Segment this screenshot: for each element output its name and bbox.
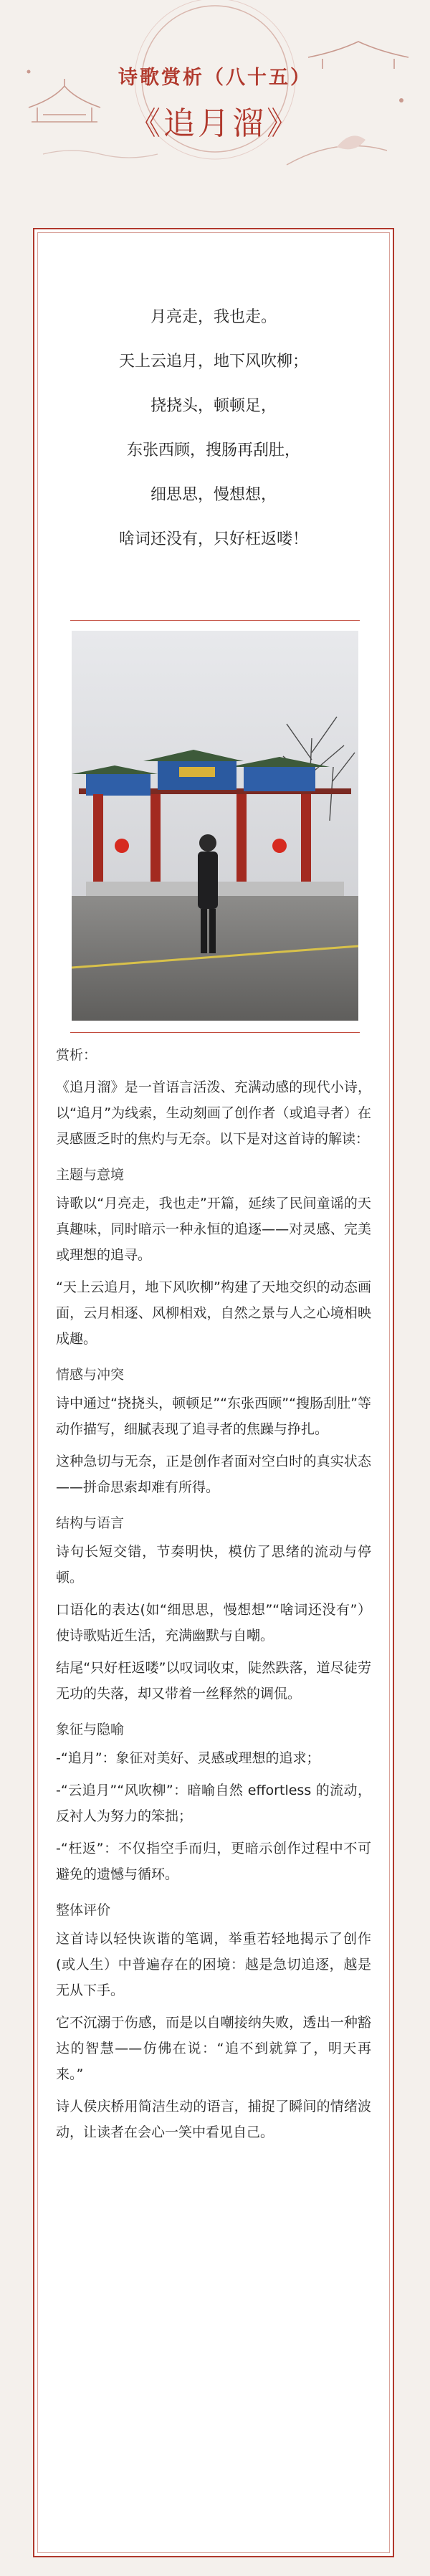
section-paragraph: “天上云追月，地下风吹柳”构建了天地交织的动态画面，云月相逐、风柳相戏，自然之景与人之心境相映成趣。	[56, 1279, 371, 1347]
section-paragraph: 诗人侯庆桥用简洁生动的语言，捕捉了瞬间的情绪波动，让读者在会心一笑中看见自己。	[56, 2099, 371, 2140]
section-paragraph: -“追月”：象征对美好、灵感或理想的追求；	[56, 1750, 320, 1766]
divider	[70, 1032, 360, 1033]
poem-line: 月亮走，我也走。	[150, 308, 277, 326]
series-subtitle: 诗歌赏析（八十五）	[118, 67, 312, 89]
section-paragraph: 这种急切与无奈，正是创作者面对空白时的真实状态——拼命思索却难有所得。	[56, 1454, 371, 1495]
poem-line: 啥词还没有，只好枉返喽！	[118, 530, 308, 548]
section-heading: 象征与隐喻	[56, 1722, 125, 1737]
section-heading: 整体评价	[56, 1902, 111, 1918]
poem-line: 细思思，慢想想，	[150, 486, 277, 504]
archway-photo-image	[72, 631, 358, 1021]
section-paragraph: -“云追月”“风吹柳”：暗喻自然 effortless 的流动，反衬人为努力的笨拙；	[56, 1783, 371, 1824]
poem-line: 东张西顾，搜肠再刮肚，	[126, 442, 300, 459]
poem-title: 《追月溜》	[129, 105, 301, 142]
section-paragraph: 诗歌以“月亮走，我也走”开篇，延续了民间童谣的天真趣味，同时暗示一种永恒的追逐——对灵感、完美或理想的追寻。	[56, 1196, 371, 1263]
section-paragraph: -“枉返”：不仅指空手而归，更暗示创作过程中不可避免的遗憾与循环。	[56, 1841, 371, 1882]
analysis-label: 赏析：	[56, 1047, 97, 1063]
content-card	[33, 228, 394, 2557]
poem-line: 天上云追月，地下风吹柳；	[118, 353, 308, 371]
section-heading: 主题与意境	[56, 1167, 125, 1183]
divider	[70, 620, 360, 621]
section-heading: 结构与语言	[56, 1515, 125, 1531]
header	[0, 0, 430, 215]
section-paragraph: 结尾“只好枉返喽”以叹词收束，陡然跌落，道尽徒劳无功的失落，却又带着一丝释然的调侃。	[56, 1660, 371, 1702]
section-paragraph: 口语化的表达(如“细思思，慢想想”“啥词还没有”）使诗歌贴近生活，充满幽默与自嘲。	[56, 1602, 371, 1644]
analysis-intro: 《追月溜》是一首语言活泼、充满动感的现代小诗，以“追月”为线索，生动刻画了创作者（或追寻者）在灵感匮乏时的焦灼与无奈。以下是对这首诗的解读：	[56, 1079, 371, 1147]
section-paragraph: 诗中通过“挠挠头，顿顿足”“东张西顾”“搜肠刮肚”等动作描写，细腻表现了追寻者的焦躁与挣扎。	[56, 1396, 371, 1437]
section-paragraph: 这首诗以轻快诙谐的笔调，举重若轻地揭示了创作(或人生）中普遍存在的困境：越是急切追逐，越是无从下手。	[56, 1931, 371, 1998]
poem-line: 挠挠头，顿顿足，	[150, 397, 277, 415]
section-paragraph: 它不沉溺于伤感，而是以自嘲接纳失败，透出一种豁达的智慧——仿佛在说：“追不到就算了，明天再来。”	[56, 2015, 371, 2082]
section-heading: 情感与冲突	[56, 1367, 125, 1383]
poem-block	[34, 295, 393, 562]
section-paragraph: 诗句长短交错，节奏明快，模仿了思绪的流动与停顿。	[56, 1544, 371, 1585]
analysis-section	[56, 1042, 371, 2152]
photo	[72, 631, 358, 1021]
